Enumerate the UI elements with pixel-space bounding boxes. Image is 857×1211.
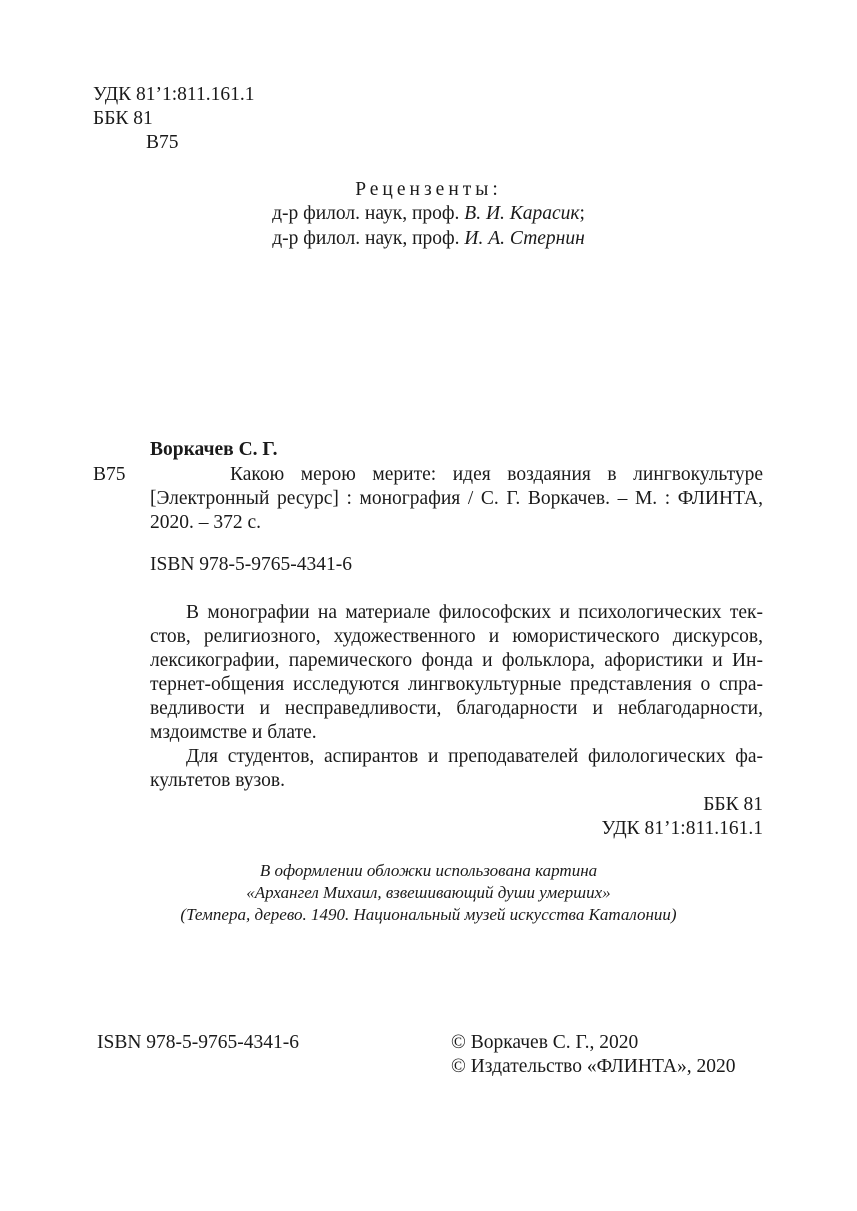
cover-note-line: «Архангел Михаил, взвешивающий души умерших» (246, 883, 611, 902)
audience-line: Для студентов, аспирантов и преподавателей филологических фа- (186, 746, 763, 767)
annotation-line: мздоимстве и блате. (150, 722, 317, 743)
annotation-line: лексикографии, паремического фонда и фольклора, афористики и Ин- (150, 650, 763, 671)
reviewer-2 (0, 227, 857, 251)
bib-isbn: ISBN 978-5-9765-4341-6 (150, 554, 353, 575)
copyright-author: © Воркачев С. Г., 2020 (451, 1032, 639, 1053)
footer-isbn: ISBN 978-5-9765-4341-6 (97, 1032, 300, 1053)
reviewer-1-degree: д-р филол. наук, проф. (272, 203, 465, 224)
reviewer-1-punct: ; (579, 203, 585, 224)
bib-year-pages: 2020. – 372 с. (150, 512, 262, 533)
annotation-line: тернет-общения исследуются лингвокультурные представления о спра- (150, 674, 763, 695)
annotation-line: стов, религиозного, художественного и юмористического дискурсов, (150, 626, 763, 647)
bbk-code: ББК 81 (93, 108, 153, 129)
audience-line: культетов вузов. (150, 770, 285, 791)
bib-description-line: [Электронный ресурс] : монография / С. Г. Воркачев. – М. : ФЛИНТА, (150, 488, 763, 509)
annotation-line: ведливости и несправедливости, благодарности и неблагодарности, (150, 698, 763, 719)
bib-sign: В75 (93, 464, 126, 485)
cover-note-line: (Темпера, дерево. 1490. Национальный музей искусства Каталонии) (180, 905, 677, 924)
reviewer-2-degree: д-р филол. наук, проф. (272, 228, 465, 249)
annotation-line: В монографии на материале философских и психологических тек- (186, 602, 763, 623)
annotation-bbk: ББК 81 (703, 794, 763, 815)
cover-note-line: В оформлении обложки использована картина (259, 861, 598, 880)
bib-title-line: Какою мерою мерите: идея воздаяния в лингвокультуре (230, 464, 763, 485)
reviewer-2-name: И. А. Стернин (464, 228, 585, 249)
reviewer-1 (0, 202, 857, 226)
reviewer-1-name: В. И. Карасик (464, 203, 580, 224)
author-sign: В75 (146, 132, 179, 153)
reviewers-heading: Рецензенты: (355, 179, 502, 200)
copyright-publisher: © Издательство «ФЛИНТА», 2020 (451, 1056, 736, 1077)
annotation-udk: УДК 81’1:811.161.1 (601, 818, 763, 839)
bib-author: Воркачев С. Г. (150, 439, 278, 460)
udk-code: УДК 81’1:811.161.1 (93, 84, 255, 105)
